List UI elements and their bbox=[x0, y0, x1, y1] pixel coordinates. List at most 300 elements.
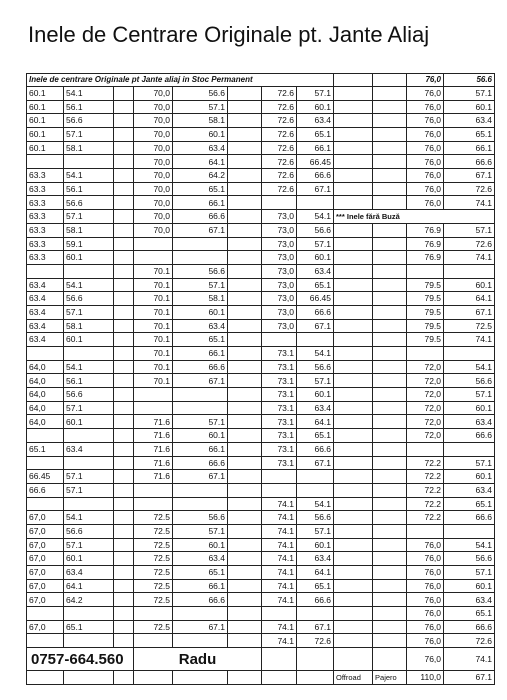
table-cell: 60.1 bbox=[27, 86, 64, 100]
table-row bbox=[27, 319, 495, 333]
table-cell bbox=[228, 319, 262, 333]
table-cell bbox=[373, 552, 407, 566]
table-cell bbox=[134, 607, 173, 621]
table-cell: 67,0 bbox=[27, 566, 64, 580]
table-cell bbox=[373, 607, 407, 621]
pajero-label: Pajero bbox=[373, 671, 407, 685]
table-cell bbox=[64, 347, 114, 361]
table-cell: 72.5 bbox=[134, 593, 173, 607]
table-cell bbox=[373, 86, 407, 100]
table-cell: 76.9 bbox=[407, 223, 444, 237]
stock-table bbox=[26, 73, 494, 685]
table-cell: 60.1 bbox=[64, 251, 114, 265]
table-cell bbox=[373, 442, 407, 456]
table-cell bbox=[134, 251, 173, 265]
table-cell: 72.6 bbox=[262, 182, 297, 196]
table-cell: 72,0 bbox=[407, 429, 444, 443]
table-cell bbox=[134, 388, 173, 402]
table-cell bbox=[173, 483, 228, 497]
table-cell bbox=[228, 333, 262, 347]
table-cell: 76,0 bbox=[407, 566, 444, 580]
table-cell: 56.6 bbox=[444, 74, 495, 87]
table-cell bbox=[228, 671, 262, 685]
table-cell bbox=[334, 511, 373, 525]
table-cell: 66.6 bbox=[173, 456, 228, 470]
table-cell: 60.1 bbox=[444, 470, 495, 484]
table-cell: 76,0 bbox=[407, 607, 444, 621]
table-cell: 57.1 bbox=[297, 86, 334, 100]
table-body bbox=[27, 74, 495, 685]
table-row bbox=[27, 470, 495, 484]
table-cell: 63.4 bbox=[173, 319, 228, 333]
table-cell bbox=[334, 579, 373, 593]
table-row bbox=[27, 155, 495, 169]
table-cell: 66.1 bbox=[173, 347, 228, 361]
table-cell: 64,0 bbox=[27, 388, 64, 402]
table-cell bbox=[228, 305, 262, 319]
table-cell bbox=[228, 360, 262, 374]
table-cell bbox=[373, 278, 407, 292]
table-cell: 72.5 bbox=[134, 579, 173, 593]
table-cell: 66.6 bbox=[173, 593, 228, 607]
table-cell: 57.1 bbox=[444, 86, 495, 100]
table-cell: 76,0 bbox=[407, 169, 444, 183]
table-cell bbox=[262, 648, 297, 671]
table-cell: 72.6 bbox=[262, 86, 297, 100]
table-row bbox=[27, 620, 495, 634]
table-cell: 74.1 bbox=[262, 497, 297, 511]
table-cell bbox=[373, 347, 407, 361]
table-cell: 54.1 bbox=[297, 210, 334, 224]
table-cell bbox=[334, 470, 373, 484]
table-row bbox=[27, 429, 495, 443]
table-cell: 72.6 bbox=[262, 155, 297, 169]
table-cell: 58.1 bbox=[64, 319, 114, 333]
table-cell bbox=[114, 388, 134, 402]
table-cell: 56.6 bbox=[173, 511, 228, 525]
table-cell bbox=[407, 264, 444, 278]
table-cell bbox=[297, 470, 334, 484]
table-row bbox=[27, 237, 495, 251]
table-cell: 54.1 bbox=[64, 169, 114, 183]
table-cell bbox=[64, 155, 114, 169]
table-cell bbox=[373, 470, 407, 484]
table-cell bbox=[334, 155, 373, 169]
table-cell bbox=[173, 237, 228, 251]
table-cell bbox=[114, 128, 134, 142]
table-cell bbox=[373, 264, 407, 278]
table-cell: 72.6 bbox=[444, 237, 495, 251]
table-cell: 74.1 bbox=[444, 251, 495, 265]
table-cell bbox=[334, 429, 373, 443]
table-row bbox=[27, 593, 495, 607]
table-cell: 63.4 bbox=[444, 483, 495, 497]
table-cell: 64,0 bbox=[27, 401, 64, 415]
table-cell: 76,0 bbox=[407, 593, 444, 607]
table-cell bbox=[114, 593, 134, 607]
table-cell bbox=[228, 470, 262, 484]
table-cell bbox=[134, 497, 173, 511]
table-cell: 76,0 bbox=[407, 552, 444, 566]
table-cell: 57.1 bbox=[444, 456, 495, 470]
table-cell: 65.1 bbox=[297, 128, 334, 142]
table-cell bbox=[228, 620, 262, 634]
table-cell bbox=[444, 264, 495, 278]
table-cell: 57.1 bbox=[64, 470, 114, 484]
table-cell bbox=[114, 634, 134, 648]
table-cell: 76,0 bbox=[407, 100, 444, 114]
table-cell bbox=[407, 347, 444, 361]
table-cell: 72.6 bbox=[262, 100, 297, 114]
table-cell: 60.1 bbox=[444, 401, 495, 415]
table-cell: 66.6 bbox=[297, 169, 334, 183]
table-cell: 57.1 bbox=[64, 483, 114, 497]
table-cell: 65.1 bbox=[173, 333, 228, 347]
table-cell: 66.45 bbox=[297, 155, 334, 169]
table-cell: 73.1 bbox=[262, 388, 297, 402]
table-row bbox=[27, 128, 495, 142]
table-cell bbox=[64, 607, 114, 621]
table-cell bbox=[27, 155, 64, 169]
table-cell bbox=[334, 593, 373, 607]
table-cell bbox=[228, 210, 262, 224]
table-cell: 72,0 bbox=[407, 360, 444, 374]
table-cell: 70.1 bbox=[134, 319, 173, 333]
table-cell bbox=[173, 401, 228, 415]
table-cell bbox=[173, 607, 228, 621]
table-cell: 67.1 bbox=[444, 305, 495, 319]
table-cell bbox=[373, 319, 407, 333]
table-cell bbox=[114, 264, 134, 278]
table-cell: 56.6 bbox=[64, 524, 114, 538]
table-cell bbox=[64, 497, 114, 511]
table-cell bbox=[373, 566, 407, 580]
table-row bbox=[27, 169, 495, 183]
table-cell: 63.3 bbox=[27, 251, 64, 265]
table-cell: 72.5 bbox=[134, 538, 173, 552]
table-cell bbox=[262, 483, 297, 497]
table-cell bbox=[297, 483, 334, 497]
table-cell bbox=[334, 483, 373, 497]
table-row bbox=[27, 552, 495, 566]
table-cell: 56.6 bbox=[64, 292, 114, 306]
table-cell bbox=[373, 155, 407, 169]
table-row bbox=[27, 100, 495, 114]
table-cell: 67.1 bbox=[173, 374, 228, 388]
table-cell bbox=[114, 182, 134, 196]
table-cell: 58.1 bbox=[173, 114, 228, 128]
table-cell: 54.1 bbox=[64, 278, 114, 292]
table-cell bbox=[114, 210, 134, 224]
table-cell: 70,0 bbox=[134, 100, 173, 114]
table-cell: 72,0 bbox=[407, 388, 444, 402]
table-cell: 64.2 bbox=[173, 169, 228, 183]
table-cell: 65.1 bbox=[297, 579, 334, 593]
table-cell: 60.1 bbox=[444, 579, 495, 593]
table-cell: 72.5 bbox=[134, 524, 173, 538]
table-cell bbox=[228, 292, 262, 306]
table-cell bbox=[373, 305, 407, 319]
table-cell bbox=[373, 524, 407, 538]
table-cell: 57.1 bbox=[444, 566, 495, 580]
offroad-label: Offroad bbox=[334, 671, 373, 685]
table-cell bbox=[114, 456, 134, 470]
table-cell: 74.1 bbox=[262, 538, 297, 552]
table-cell: 70,0 bbox=[134, 155, 173, 169]
table-cell bbox=[27, 347, 64, 361]
table-cell bbox=[228, 524, 262, 538]
table-cell: 72.5 bbox=[134, 566, 173, 580]
table-cell: 67,0 bbox=[27, 524, 64, 538]
table-cell bbox=[228, 251, 262, 265]
table-row bbox=[27, 497, 495, 511]
table-cell bbox=[334, 223, 373, 237]
table-cell bbox=[114, 607, 134, 621]
table-cell: 66.6 bbox=[27, 483, 64, 497]
table-cell bbox=[334, 497, 373, 511]
table-cell: 67.1 bbox=[444, 169, 495, 183]
table-cell: 63.4 bbox=[64, 442, 114, 456]
table-cell bbox=[228, 114, 262, 128]
table-cell: 73.1 bbox=[262, 415, 297, 429]
table-cell: 66.1 bbox=[297, 141, 334, 155]
table-cell bbox=[228, 579, 262, 593]
table-cell: 76,0 bbox=[407, 128, 444, 142]
table-cell: 56.6 bbox=[297, 223, 334, 237]
table-cell bbox=[228, 237, 262, 251]
table-cell bbox=[373, 114, 407, 128]
table-cell bbox=[228, 401, 262, 415]
table-cell: 73.1 bbox=[262, 442, 297, 456]
table-cell bbox=[173, 251, 228, 265]
table-cell bbox=[228, 497, 262, 511]
table-cell: 57.1 bbox=[297, 374, 334, 388]
table-cell bbox=[373, 128, 407, 142]
table-cell: 60.1 bbox=[27, 100, 64, 114]
table-cell: 67,0 bbox=[27, 552, 64, 566]
table-cell bbox=[373, 223, 407, 237]
table-cell: 57.1 bbox=[173, 415, 228, 429]
table-cell: 76,0 bbox=[407, 648, 444, 671]
table-cell bbox=[373, 483, 407, 497]
table-cell: 76.9 bbox=[407, 237, 444, 251]
table-row bbox=[27, 511, 495, 525]
table-cell: 58.1 bbox=[64, 141, 114, 155]
table-cell: 63.4 bbox=[27, 319, 64, 333]
table-row bbox=[27, 566, 495, 580]
table-row bbox=[27, 374, 495, 388]
table-cell bbox=[228, 634, 262, 648]
table-cell: 71.6 bbox=[134, 429, 173, 443]
table-cell: 60.1 bbox=[27, 128, 64, 142]
table-cell bbox=[114, 333, 134, 347]
table-cell bbox=[334, 292, 373, 306]
table-cell: 76,0 bbox=[407, 182, 444, 196]
table-cell: 73.1 bbox=[262, 429, 297, 443]
table-cell: 67,0 bbox=[27, 593, 64, 607]
table-cell: 54.1 bbox=[64, 511, 114, 525]
table-cell: 70.1 bbox=[134, 264, 173, 278]
table-cell: 64.1 bbox=[297, 566, 334, 580]
table-cell: 72.2 bbox=[407, 511, 444, 525]
table-cell bbox=[373, 100, 407, 114]
table-cell bbox=[334, 141, 373, 155]
table-cell: 56.6 bbox=[173, 86, 228, 100]
table-row bbox=[27, 401, 495, 415]
table-cell bbox=[114, 671, 134, 685]
table-cell bbox=[444, 442, 495, 456]
table-cell: 73,0 bbox=[262, 223, 297, 237]
table-cell bbox=[173, 634, 228, 648]
table-cell: 71.6 bbox=[134, 456, 173, 470]
table-cell: 74.1 bbox=[262, 552, 297, 566]
table-cell: 76,0 bbox=[407, 196, 444, 210]
table-cell: 64.1 bbox=[64, 579, 114, 593]
table-cell bbox=[334, 182, 373, 196]
table-cell: 63.4 bbox=[27, 333, 64, 347]
table-cell: 63.4 bbox=[27, 292, 64, 306]
table-cell bbox=[373, 511, 407, 525]
table-cell bbox=[114, 442, 134, 456]
table-cell bbox=[334, 128, 373, 142]
table-cell: 72.2 bbox=[407, 483, 444, 497]
table-cell bbox=[64, 456, 114, 470]
table-cell: 64.1 bbox=[297, 415, 334, 429]
table-cell bbox=[228, 456, 262, 470]
table-cell: 63.4 bbox=[64, 566, 114, 580]
table-cell bbox=[114, 114, 134, 128]
table-cell: 65.1 bbox=[444, 128, 495, 142]
table-cell: 76,0 bbox=[407, 86, 444, 100]
table-cell: 67.1 bbox=[173, 223, 228, 237]
table-cell: 60.1 bbox=[173, 429, 228, 443]
table-cell: 79.5 bbox=[407, 333, 444, 347]
table-cell: 63.4 bbox=[297, 264, 334, 278]
table-cell: 67,0 bbox=[27, 538, 64, 552]
table-cell bbox=[228, 429, 262, 443]
table-cell: 57.1 bbox=[173, 524, 228, 538]
table-cell: 65.1 bbox=[27, 442, 64, 456]
table-cell bbox=[334, 169, 373, 183]
table-row bbox=[27, 333, 495, 347]
table-cell: 72.6 bbox=[262, 128, 297, 142]
table-cell bbox=[373, 456, 407, 470]
table-cell bbox=[407, 442, 444, 456]
table-cell bbox=[444, 347, 495, 361]
table-cell: 74.1 bbox=[444, 196, 495, 210]
contact-name: Radu bbox=[134, 648, 262, 671]
table-cell: 66.6 bbox=[297, 442, 334, 456]
table-cell bbox=[114, 511, 134, 525]
table-row bbox=[27, 264, 495, 278]
table-cell: 76,0 bbox=[407, 141, 444, 155]
table-cell: 65.1 bbox=[297, 278, 334, 292]
table-cell: 63.4 bbox=[444, 415, 495, 429]
table-row bbox=[27, 634, 495, 648]
table-cell bbox=[114, 278, 134, 292]
table-cell: 70.1 bbox=[134, 305, 173, 319]
table-cell: 57.1 bbox=[297, 237, 334, 251]
table-cell: 74.1 bbox=[262, 634, 297, 648]
table-cell bbox=[114, 483, 134, 497]
table-cell bbox=[373, 429, 407, 443]
table-cell: 64,0 bbox=[27, 415, 64, 429]
table-cell: 56.6 bbox=[64, 114, 114, 128]
table-cell bbox=[228, 442, 262, 456]
table-cell: 57.1 bbox=[173, 100, 228, 114]
table-cell: 57.1 bbox=[297, 524, 334, 538]
table-cell: 79.5 bbox=[407, 305, 444, 319]
table-cell: 56.1 bbox=[64, 100, 114, 114]
table-cell: 63.4 bbox=[444, 593, 495, 607]
table-cell: 65.1 bbox=[173, 182, 228, 196]
table-cell: 70,0 bbox=[134, 196, 173, 210]
table-cell bbox=[373, 360, 407, 374]
table-cell bbox=[334, 374, 373, 388]
table-cell: 54.1 bbox=[297, 497, 334, 511]
table-row bbox=[27, 360, 495, 374]
table-cell: 58.1 bbox=[173, 292, 228, 306]
table-cell: 73,0 bbox=[262, 319, 297, 333]
table-cell: 70,0 bbox=[134, 141, 173, 155]
table-cell bbox=[27, 671, 64, 685]
table-cell bbox=[373, 497, 407, 511]
table-cell bbox=[373, 169, 407, 183]
table-cell: 67,0 bbox=[27, 620, 64, 634]
table-cell: 72.2 bbox=[407, 470, 444, 484]
table-cell: 76,0 bbox=[407, 579, 444, 593]
table-cell: 74.1 bbox=[444, 333, 495, 347]
table-cell: 54.1 bbox=[444, 538, 495, 552]
table-row bbox=[27, 388, 495, 402]
table-cell: 63.4 bbox=[27, 305, 64, 319]
table-cell bbox=[334, 456, 373, 470]
table-cell: 72.6 bbox=[444, 634, 495, 648]
table-cell: 72.5 bbox=[134, 511, 173, 525]
table-cell: 74.1 bbox=[262, 511, 297, 525]
table-cell: 73,0 bbox=[262, 278, 297, 292]
table-cell bbox=[334, 607, 373, 621]
table-cell: 56.6 bbox=[297, 360, 334, 374]
table-cell: 56.6 bbox=[444, 374, 495, 388]
table-cell: 59.1 bbox=[64, 237, 114, 251]
table-cell: 72.2 bbox=[407, 456, 444, 470]
table-cell: 60.1 bbox=[297, 100, 334, 114]
table-cell bbox=[228, 552, 262, 566]
table-cell bbox=[373, 538, 407, 552]
table-row bbox=[27, 456, 495, 470]
table-cell bbox=[334, 251, 373, 265]
table-cell bbox=[134, 634, 173, 648]
table-cell: 74.1 bbox=[262, 593, 297, 607]
table-cell: 60.1 bbox=[64, 333, 114, 347]
table-cell bbox=[134, 483, 173, 497]
table-cell bbox=[334, 524, 373, 538]
table-cell bbox=[114, 415, 134, 429]
table-row bbox=[27, 292, 495, 306]
table-cell: 54.1 bbox=[297, 347, 334, 361]
table-cell: 66.45 bbox=[27, 470, 64, 484]
table-cell bbox=[334, 74, 373, 87]
table-cell bbox=[373, 648, 407, 671]
table-cell bbox=[373, 634, 407, 648]
table-cell: 72,0 bbox=[407, 401, 444, 415]
table-cell bbox=[228, 196, 262, 210]
table-cell: 72.6 bbox=[262, 169, 297, 183]
section-note: *** Inele fără Buză bbox=[334, 210, 495, 224]
table-cell bbox=[228, 169, 262, 183]
table-cell bbox=[27, 429, 64, 443]
